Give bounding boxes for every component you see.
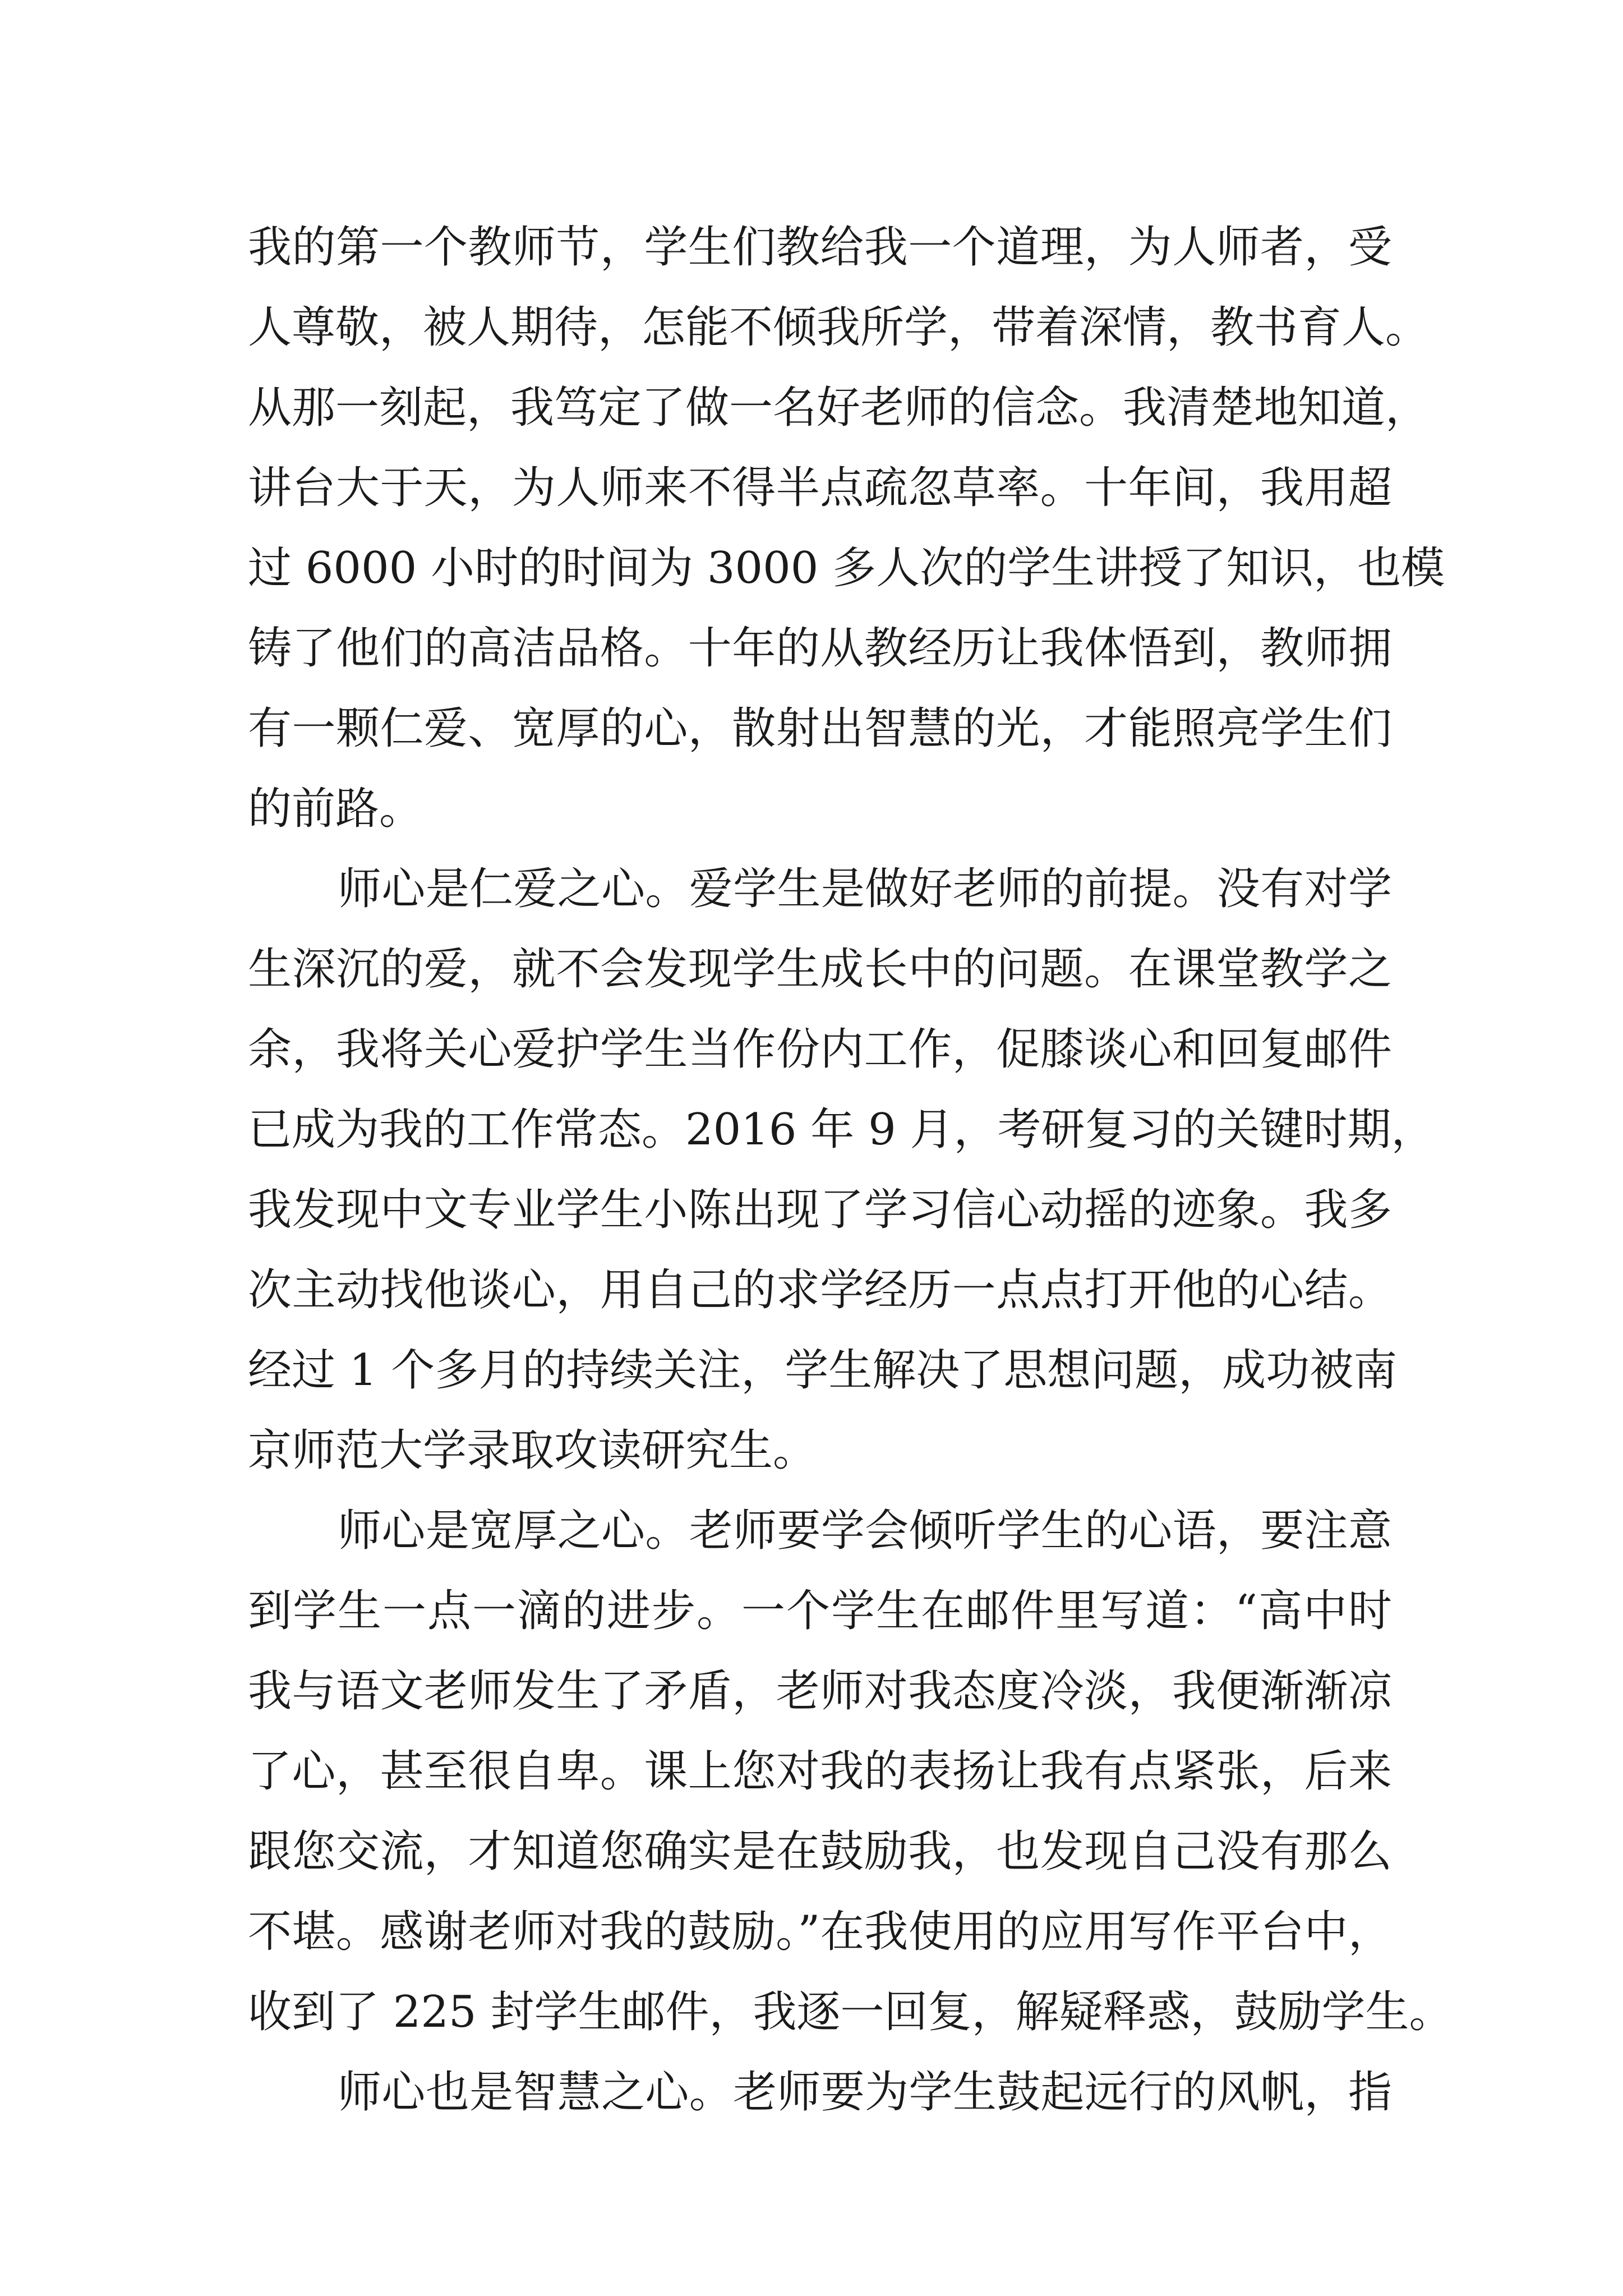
text-line: 有一颗仁爱、宽厚的心，散射出智慧的光，才能照亮学生们 bbox=[248, 703, 1392, 754]
text-line: 的前路。 bbox=[248, 784, 423, 834]
text-line: 从那一刻起，我笃定了做一名好老师的信念。我清楚地知道， bbox=[248, 383, 1430, 433]
text-line: 铸了他们的高洁品格。十年的从教经历让我体悟到，教师拥 bbox=[248, 623, 1392, 674]
text-line: 跟您交流，才知道您确实是在鼓励我，也发现自己没有那么 bbox=[248, 1826, 1392, 1877]
text-line: 京师范大学录取攻读研究生。 bbox=[248, 1425, 817, 1476]
text-line: 已成为我的工作常态。2016 年 9 月，考研复习的关键时期， bbox=[248, 1105, 1435, 1155]
text-line: 讲台大于天，为人师来不得半点疏忽草率。十年间，我用超 bbox=[248, 463, 1392, 513]
text-line: 人尊敬，被人期待，怎能不倾我所学，带着深情，教书育人。 bbox=[248, 302, 1430, 353]
paragraph-start-line: 师心是宽厚之心。老师要学会倾听学生的心语，要注意 bbox=[338, 1506, 1392, 1556]
text-line: 生深沉的爱，就不会发现学生成长中的问题。在课堂教学之 bbox=[248, 944, 1392, 995]
text-line: 次主动找他谈心，用自己的求学经历一点点打开他的心结。 bbox=[248, 1265, 1392, 1315]
body-text bbox=[248, 208, 1453, 2133]
paragraph-start-line: 师心是仁爱之心。爱学生是做好老师的前提。没有对学 bbox=[338, 864, 1392, 914]
text-line: 经过 1 个多月的持续关注，学生解决了思想问题，成功被南 bbox=[248, 1345, 1398, 1396]
paragraph-start-line: 师心也是智慧之心。老师要为学生鼓起远行的风帆，指 bbox=[338, 2067, 1392, 2118]
text-line: 我的第一个教师节，学生们教给我一个道理，为人师者，受 bbox=[248, 222, 1392, 273]
text-line: 不堪。感谢老师对我的鼓励。”在我使用的应用写作平台中， bbox=[248, 1907, 1392, 1957]
text-line: 过 6000 小时的时间为 3000 多人次的学生讲授了知识，也模 bbox=[248, 543, 1445, 593]
text-line: 了心，甚至很自卑。课上您对我的表扬让我有点紧张，后来 bbox=[248, 1746, 1392, 1797]
text-line: 收到了 225 封学生邮件，我逐一回复，解疑释惑，鼓励学生。 bbox=[248, 1987, 1453, 2037]
text-line: 我发现中文专业学生小陈出现了学习信心动摇的迹象。我多 bbox=[248, 1185, 1392, 1235]
text-line: 我与语文老师发生了矛盾，老师对我态度冷淡，我便渐渐凉 bbox=[248, 1666, 1392, 1717]
text-line: 余，我将关心爱护学生当作份内工作，促膝谈心和回复邮件 bbox=[248, 1024, 1392, 1075]
text-line: 到学生一点一滴的进步。一个学生在邮件里写道：“高中时 bbox=[248, 1586, 1392, 1636]
